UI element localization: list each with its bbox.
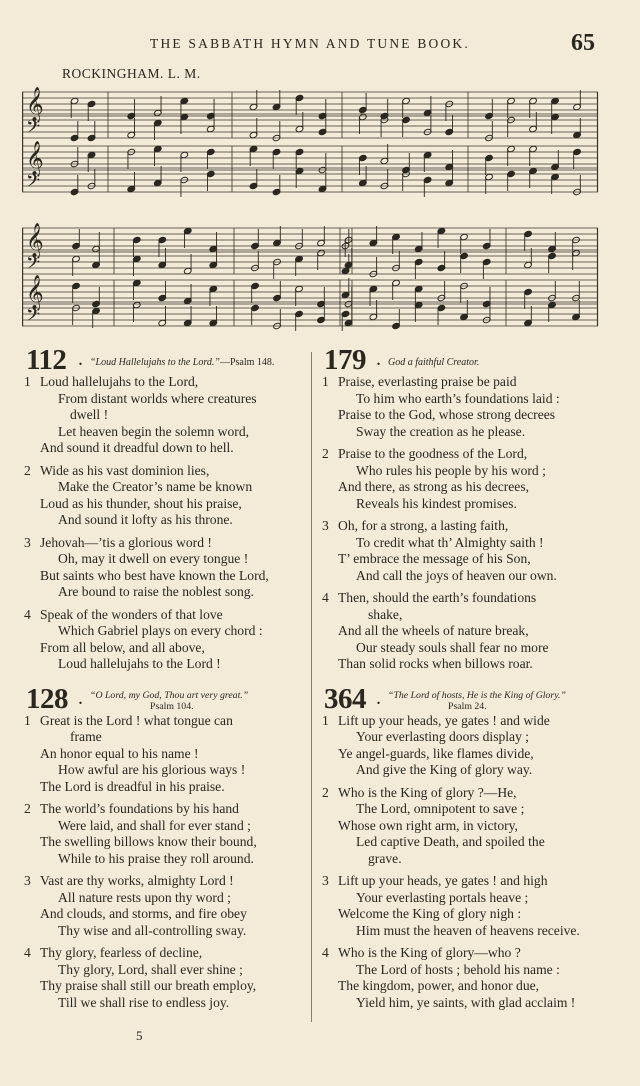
verse-text: dwell ! bbox=[70, 407, 109, 422]
verse-text: Our steady souls shall fear no more bbox=[356, 639, 549, 655]
verse-line bbox=[320, 463, 610, 480]
verse-text: Who is the King of glory—who ? bbox=[338, 945, 521, 960]
hymn-heading bbox=[320, 344, 610, 374]
stanza-number: 2 bbox=[322, 784, 329, 800]
stanza-number: 3 bbox=[322, 518, 329, 533]
svg-text:𝄢: 𝄢 bbox=[26, 171, 41, 196]
number-period: . bbox=[376, 348, 381, 370]
verse-line bbox=[22, 640, 312, 657]
verse-text: Reveals his kindest promises. bbox=[356, 495, 517, 511]
verse-line bbox=[320, 873, 610, 890]
verse-line bbox=[22, 818, 312, 835]
hymn-title-text: “O Lord, my God, Thou art very great.” bbox=[90, 689, 249, 701]
verse-line bbox=[320, 818, 610, 835]
verse-text: Great is the Lord ! what tongue can bbox=[40, 712, 233, 728]
number-period: . bbox=[376, 686, 381, 709]
svg-text:𝄢: 𝄢 bbox=[26, 117, 41, 142]
verse-line bbox=[22, 801, 312, 818]
hymn-heading bbox=[320, 683, 610, 713]
verse-line bbox=[22, 407, 312, 424]
stanza-number: 4 bbox=[24, 606, 31, 622]
verse-line bbox=[320, 890, 610, 907]
verse-line bbox=[320, 496, 610, 513]
verse-line bbox=[320, 424, 610, 441]
verse-text: Thy glory, Lord, shall ever shine ; bbox=[58, 961, 243, 977]
verse-line bbox=[22, 424, 312, 441]
verse-line bbox=[22, 995, 312, 1012]
verse-text: And give the King of glory way. bbox=[356, 762, 533, 777]
verse-line bbox=[22, 779, 312, 796]
verse-line bbox=[22, 906, 312, 923]
stanza-number: 3 bbox=[24, 534, 31, 550]
stanza-number: 1 bbox=[24, 712, 31, 728]
verse-text: From distant worlds where creatures bbox=[58, 390, 257, 406]
stanza-number: 3 bbox=[24, 873, 31, 888]
verse-line bbox=[22, 945, 312, 962]
verse-line bbox=[22, 851, 312, 868]
page-header bbox=[0, 30, 640, 58]
verse-text: And there, as strong as his decrees, bbox=[338, 479, 530, 494]
number-period: . bbox=[78, 686, 83, 709]
verse-text: grave. bbox=[368, 850, 402, 866]
verse-text: How awful are his glorious ways ! bbox=[58, 762, 246, 777]
verse-line bbox=[320, 746, 610, 763]
verse-line bbox=[320, 446, 610, 463]
hymn-number: 179 bbox=[324, 344, 366, 376]
verse-line bbox=[320, 762, 610, 779]
verse-text: And sound it dreadful down to hell. bbox=[40, 440, 234, 455]
hymn-title bbox=[90, 690, 248, 712]
verse-line bbox=[320, 785, 610, 802]
verse-line bbox=[320, 551, 610, 568]
verse-text: Him must the heaven of heavens receive. bbox=[356, 922, 580, 938]
verse-text: The Lord of hosts ; behold his name : bbox=[356, 961, 560, 977]
stanza-number: 1 bbox=[24, 374, 31, 389]
hymn-179 bbox=[320, 344, 610, 673]
stanza bbox=[320, 785, 610, 868]
verse-text: The swelling billows know their bound, bbox=[40, 834, 257, 849]
stanza bbox=[22, 945, 312, 1011]
stanza bbox=[22, 873, 312, 939]
verse-text: Wide as his vast dominion lies, bbox=[40, 462, 210, 478]
stanza bbox=[320, 590, 610, 673]
psalm-reference: Psalm 104. bbox=[150, 700, 194, 712]
verse-text: And sound it lofty as his throne. bbox=[58, 512, 233, 527]
stanza bbox=[320, 873, 610, 939]
verse-text: All nature rests upon thy word ; bbox=[58, 889, 231, 905]
verse-text: Your everlasting doors display ; bbox=[356, 729, 530, 744]
verse-line bbox=[320, 568, 610, 585]
music-system-1 bbox=[22, 86, 600, 204]
hymn-number: 112 bbox=[26, 344, 67, 376]
stanza-number: 3 bbox=[322, 873, 329, 888]
verse-line bbox=[22, 391, 312, 408]
hymn-heading bbox=[22, 683, 312, 713]
hymn-number: 128 bbox=[26, 682, 68, 715]
verse-line bbox=[320, 640, 610, 657]
verse-line bbox=[22, 479, 312, 496]
verse-text: Than solid rocks when billows roar. bbox=[338, 656, 533, 671]
stanza-number: 2 bbox=[24, 801, 31, 816]
psalm-reference: Psalm 24. bbox=[448, 700, 487, 712]
verse-text: Were laid, and shall for ever stand ; bbox=[58, 817, 251, 833]
verse-line bbox=[320, 962, 610, 979]
verse-text: frame bbox=[70, 729, 102, 744]
verse-text: To him who earth’s foundations laid : bbox=[356, 390, 560, 406]
running-title: THE SABBATH HYMN AND TUNE BOOK. bbox=[150, 36, 470, 51]
verse-line bbox=[22, 746, 312, 763]
verse-text: Oh, for a strong, a lasting faith, bbox=[338, 518, 509, 533]
hymn-title bbox=[388, 690, 566, 712]
verse-text: Led captive Death, and spoiled the bbox=[356, 834, 545, 849]
verse-line bbox=[22, 496, 312, 513]
verse-text: Whose own right arm, in victory, bbox=[338, 817, 518, 833]
verse-line bbox=[22, 463, 312, 480]
verse-text: Till we shall rise to endless joy. bbox=[58, 994, 230, 1010]
hymn-112 bbox=[22, 344, 312, 673]
stanza bbox=[320, 446, 610, 512]
tune-name: ROCKINGHAM. L. M. bbox=[62, 66, 201, 81]
verse-text: Loud hallelujahs to the Lord, bbox=[40, 374, 199, 389]
verse-text: Vast are thy works, almighty Lord ! bbox=[40, 873, 234, 888]
verse-line bbox=[320, 518, 610, 535]
stanza-number: 2 bbox=[24, 462, 31, 478]
verse-line bbox=[320, 978, 610, 995]
svg-text:𝄢: 𝄢 bbox=[26, 253, 41, 278]
verse-text: Thy glory, fearless of decline, bbox=[40, 945, 203, 960]
verse-text: Thy praise shall still our breath employ, bbox=[40, 978, 257, 993]
stanza bbox=[320, 374, 610, 440]
verse-line bbox=[320, 590, 610, 607]
hymn-128 bbox=[22, 683, 312, 1012]
stanza bbox=[320, 945, 610, 1011]
verse-line bbox=[22, 584, 312, 601]
verse-line bbox=[22, 656, 312, 673]
verse-line bbox=[320, 656, 610, 673]
verse-text: Lift up your heads, ye gates ! and high bbox=[338, 873, 548, 888]
stanza-number: 4 bbox=[24, 945, 31, 960]
verse-text: Praise to the God, whose strong decrees bbox=[338, 407, 556, 422]
stanza bbox=[22, 535, 312, 601]
verse-line bbox=[320, 801, 610, 818]
verse-text: Which Gabriel plays on every chord : bbox=[58, 623, 263, 638]
stanza bbox=[22, 463, 312, 529]
verse-text: Oh, may it dwell on every tongue ! bbox=[58, 551, 249, 566]
page-number: 65 bbox=[571, 30, 595, 56]
verse-line bbox=[22, 607, 312, 624]
verse-line bbox=[22, 978, 312, 995]
verse-line bbox=[320, 374, 610, 391]
verse-line bbox=[320, 407, 610, 424]
hymn-title-text: “The Lord of hosts, He is the King of Glory.” bbox=[388, 689, 566, 701]
verse-text: Make the Creator’s name be known bbox=[58, 479, 253, 494]
verse-text: Loud as his thunder, shout his praise, bbox=[40, 495, 242, 511]
verse-text: An honor equal to his name ! bbox=[40, 745, 199, 761]
verse-line bbox=[320, 906, 610, 923]
verse-text: Praise, everlasting praise be paid bbox=[338, 374, 517, 389]
verse-text: Sway the creation as he please. bbox=[356, 423, 526, 439]
verse-text: From all below, and all above, bbox=[40, 639, 205, 655]
stanza-number: 1 bbox=[322, 712, 329, 728]
verse-text: Then, should the earth’s foundations bbox=[338, 590, 537, 605]
verse-line bbox=[320, 851, 610, 868]
verse-text: Speak of the wonders of that love bbox=[40, 606, 223, 622]
verse-text: While to his praise they roll around. bbox=[58, 850, 254, 866]
svg-text:𝄞: 𝄞 bbox=[26, 275, 44, 310]
stanza bbox=[320, 713, 610, 779]
verse-line bbox=[22, 762, 312, 779]
hymn-title bbox=[388, 357, 479, 368]
verse-line bbox=[320, 923, 610, 940]
stanza-number: 1 bbox=[322, 374, 329, 389]
stanza bbox=[22, 713, 312, 796]
verse-text: Lift up your heads, ye gates ! and wide bbox=[338, 712, 550, 728]
verse-line bbox=[320, 623, 610, 640]
verse-text: The Lord is dreadful in his praise. bbox=[40, 778, 225, 794]
signature-mark: 5 bbox=[136, 1028, 143, 1043]
stanza-number: 4 bbox=[322, 945, 329, 960]
verse-text: Who is the King of glory ?—He, bbox=[338, 784, 517, 800]
verse-line bbox=[22, 512, 312, 529]
verse-text: shake, bbox=[368, 606, 403, 622]
verse-line bbox=[320, 607, 610, 624]
verse-text: And clouds, and storms, and fire obey bbox=[40, 906, 247, 921]
verse-text: Let heaven begin the solemn word, bbox=[58, 423, 250, 439]
hymn-364 bbox=[320, 683, 610, 1012]
left-column bbox=[22, 344, 312, 1021]
verse-line bbox=[22, 535, 312, 552]
verse-line bbox=[22, 440, 312, 457]
verse-text: Jehovah—’tis a glorious word ! bbox=[40, 534, 212, 550]
verse-line bbox=[22, 834, 312, 851]
verse-line bbox=[22, 374, 312, 391]
verse-text: And call the joys of heaven our own. bbox=[356, 567, 557, 583]
verse-text: The kingdom, power, and honor due, bbox=[338, 978, 540, 993]
verse-text: Loud hallelujahs to the Lord ! bbox=[58, 656, 221, 671]
verse-line bbox=[22, 551, 312, 568]
verse-line bbox=[320, 834, 610, 851]
verse-text: The world’s foundations by his hand bbox=[40, 801, 239, 816]
hymn-heading bbox=[22, 344, 312, 374]
verse-line bbox=[320, 995, 610, 1012]
verse-line bbox=[22, 890, 312, 907]
music-system-2 bbox=[22, 222, 600, 334]
verse-text: Are bound to raise the noblest song. bbox=[58, 584, 254, 599]
verse-line bbox=[320, 479, 610, 496]
verse-text: But saints who best have known the Lord, bbox=[40, 567, 269, 583]
verse-line bbox=[320, 729, 610, 746]
verse-text: Praise to the goodness of the Lord, bbox=[338, 446, 528, 461]
verse-line bbox=[22, 962, 312, 979]
verse-line bbox=[320, 391, 610, 408]
stanza bbox=[22, 374, 312, 457]
hymn-title-text: “Loud Hallelujahs to the Lord.” bbox=[90, 357, 220, 368]
hymn-title-text: God a faithful Creator. bbox=[388, 357, 480, 368]
verse-text: Your everlasting portals heave ; bbox=[356, 889, 529, 905]
hymn-title bbox=[90, 357, 274, 368]
hymn-number: 364 bbox=[324, 682, 366, 715]
stanza-number: 2 bbox=[322, 446, 329, 461]
svg-text:𝄢: 𝄢 bbox=[26, 305, 41, 330]
verse-text: Ye angel-guards, like flames divide, bbox=[338, 745, 534, 761]
stanza bbox=[22, 607, 312, 673]
verse-line bbox=[320, 945, 610, 962]
verse-text: Welcome the King of glory nigh : bbox=[338, 906, 522, 921]
verse-text: Thy wise and all-controlling sway. bbox=[58, 922, 247, 938]
stanza bbox=[320, 518, 610, 584]
svg-text:𝄞: 𝄞 bbox=[26, 141, 44, 176]
stanza bbox=[22, 801, 312, 867]
verse-text: Who rules his people by his word ; bbox=[356, 462, 546, 478]
verse-text: And all the wheels of nature break, bbox=[338, 623, 529, 638]
verse-line bbox=[22, 923, 312, 940]
svg-text:𝄞: 𝄞 bbox=[26, 223, 44, 258]
verse-line bbox=[22, 713, 312, 730]
verse-text: To credit what th’ Almighty saith ! bbox=[356, 534, 544, 550]
verse-line bbox=[320, 713, 610, 730]
verse-line bbox=[320, 535, 610, 552]
svg-text:𝄞: 𝄞 bbox=[26, 87, 44, 122]
number-period: . bbox=[78, 348, 83, 370]
verse-line bbox=[22, 623, 312, 640]
verse-line bbox=[22, 568, 312, 585]
psalm-reference: —Psalm 148. bbox=[219, 357, 275, 368]
verse-text: T’ embrace the message of his Son, bbox=[338, 551, 531, 566]
verse-text: The Lord, omnipotent to save ; bbox=[356, 801, 525, 816]
right-column bbox=[320, 344, 610, 1021]
stanza-number: 4 bbox=[322, 590, 329, 605]
verse-text: Yield him, ye saints, with glad acclaim ! bbox=[356, 994, 576, 1010]
verse-line bbox=[22, 873, 312, 890]
verse-line bbox=[22, 729, 312, 746]
